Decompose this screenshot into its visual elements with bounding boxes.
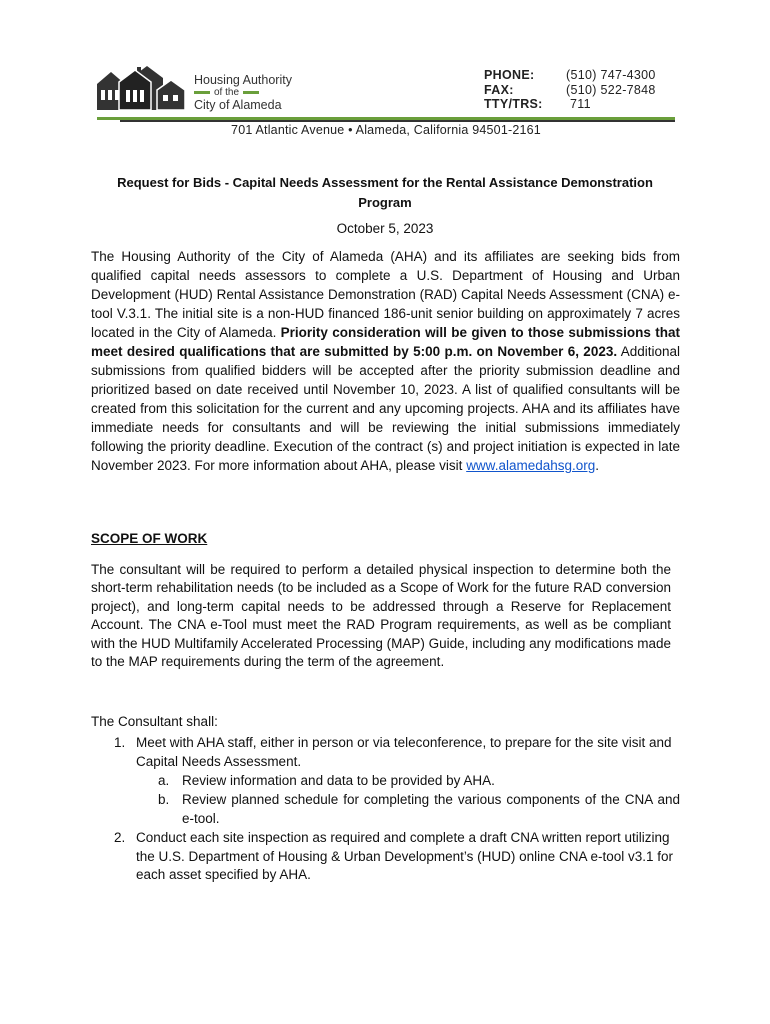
org-line2-row (194, 87, 329, 98)
list-item-text: Meet with AHA staff, either in person or via teleconference, to prepare for the site visit and Capital Needs Assessment. (136, 735, 672, 769)
fax-row (484, 83, 656, 98)
list-item (114, 829, 680, 885)
sub-list-item-letter: b. (158, 792, 170, 807)
org-line2: of the (214, 87, 240, 98)
intro-priority-bold: Priority consideration will be given to those submissions that meet desired qualifications that are submitted by 5:00 p.m. on November 6, 2023. (91, 325, 680, 359)
phone-value: (510) 747-4300 (566, 68, 656, 82)
list-item-number: 1. (114, 735, 126, 750)
document-date: October 5, 2023 (336, 221, 434, 236)
list-item (114, 734, 680, 771)
houses-logo-icon (97, 64, 193, 112)
document-title: Request for Bids - Capital Needs Assessment for the Rental Assistance Demonstration Program (117, 175, 653, 210)
tty-label: TTY/TRS: (484, 97, 543, 111)
fax-label: FAX: (484, 82, 514, 97)
org-line3: City of Alameda (194, 98, 282, 112)
org-name (194, 73, 329, 112)
intro-text-2: Additional submissions from qualified bidders will be accepted after the priority submission deadline and prioritized based on date received until November 10, 2023. A list of qualified consultants will be created from this solicitation for the current and any upcoming projects. AHA and its affiliates have immediate needs for consultants and will be reviewing the initial submissions immediately following the priority deadline. Execution of the contract (s) and project initiation is expected in late November 2023. For more information about AHA, please visit (91, 344, 680, 473)
list-item-text: Conduct each site inspection as required and complete a draft CNA written report utilizing the U.S. Department of Housing & Urban Development’s (HUD) online CNA e-tool v3.1 for each asset specified by AHA. (136, 830, 673, 882)
aha-logo (97, 64, 193, 112)
scope-heading: SCOPE OF WORK (91, 531, 208, 546)
sub-list-item-text: Review information and data to be provided by AHA. (182, 773, 495, 788)
contact-block (484, 68, 656, 112)
sub-list-item (158, 791, 680, 828)
sub-list-item (158, 772, 680, 791)
intro-end: . (595, 458, 600, 473)
tty-value: 711 (570, 97, 591, 111)
intro-text-1: The Housing Authority of the City of Alameda (AHA) and its affiliates are seeking bids from qualified capital needs assessors to complete a U.S. Department of Housing and Urban Development (HUD) Rental Assistance Demonstration (RAD) Capital Needs Assessment (CNA) e-tool V.3.1. The initial site is a non-HUD financed 186-unit senior building on approximately 7 acres located in the City of Alameda. (91, 249, 680, 340)
letterhead-address: 701 Atlantic Avenue • Alameda, California 94501-2161 (231, 123, 541, 137)
sub-list-item-text: Review planned schedule for completing the various components of the CNA and e-tool. (182, 792, 680, 826)
list-item-number: 2. (114, 830, 126, 845)
letterhead-dark-rule (120, 120, 675, 122)
aha-website-link[interactable]: www.alamedahsg.org (466, 458, 596, 473)
sub-list-item-letter: a. (158, 773, 170, 788)
phone-row (484, 68, 656, 83)
green-dash-right (243, 91, 259, 94)
scope-paragraph: The consultant will be required to perform a detailed physical inspection to determine both the short-term rehabilitation needs (to be included as a Scope of Work for the future RAD conversion project), and long-term capital needs to be addressed through a Reserve for Replacement Account. The CNA e-Tool must meet the RAD Program requirements, as well as be compliant with the HUD Multifamily Accelerated Processing (MAP) Guide, including any modifications made to the MAP requirements during the term of the agreement. (91, 562, 671, 670)
tty-row (484, 97, 656, 112)
consultant-shall-intro: The Consultant shall: (91, 714, 218, 729)
phone-label: PHONE: (484, 68, 535, 82)
org-line1: Housing Authority (194, 73, 292, 87)
fax-value: (510) 522-7848 (566, 82, 656, 97)
intro-paragraph (91, 247, 680, 475)
green-dash-left (194, 91, 210, 94)
